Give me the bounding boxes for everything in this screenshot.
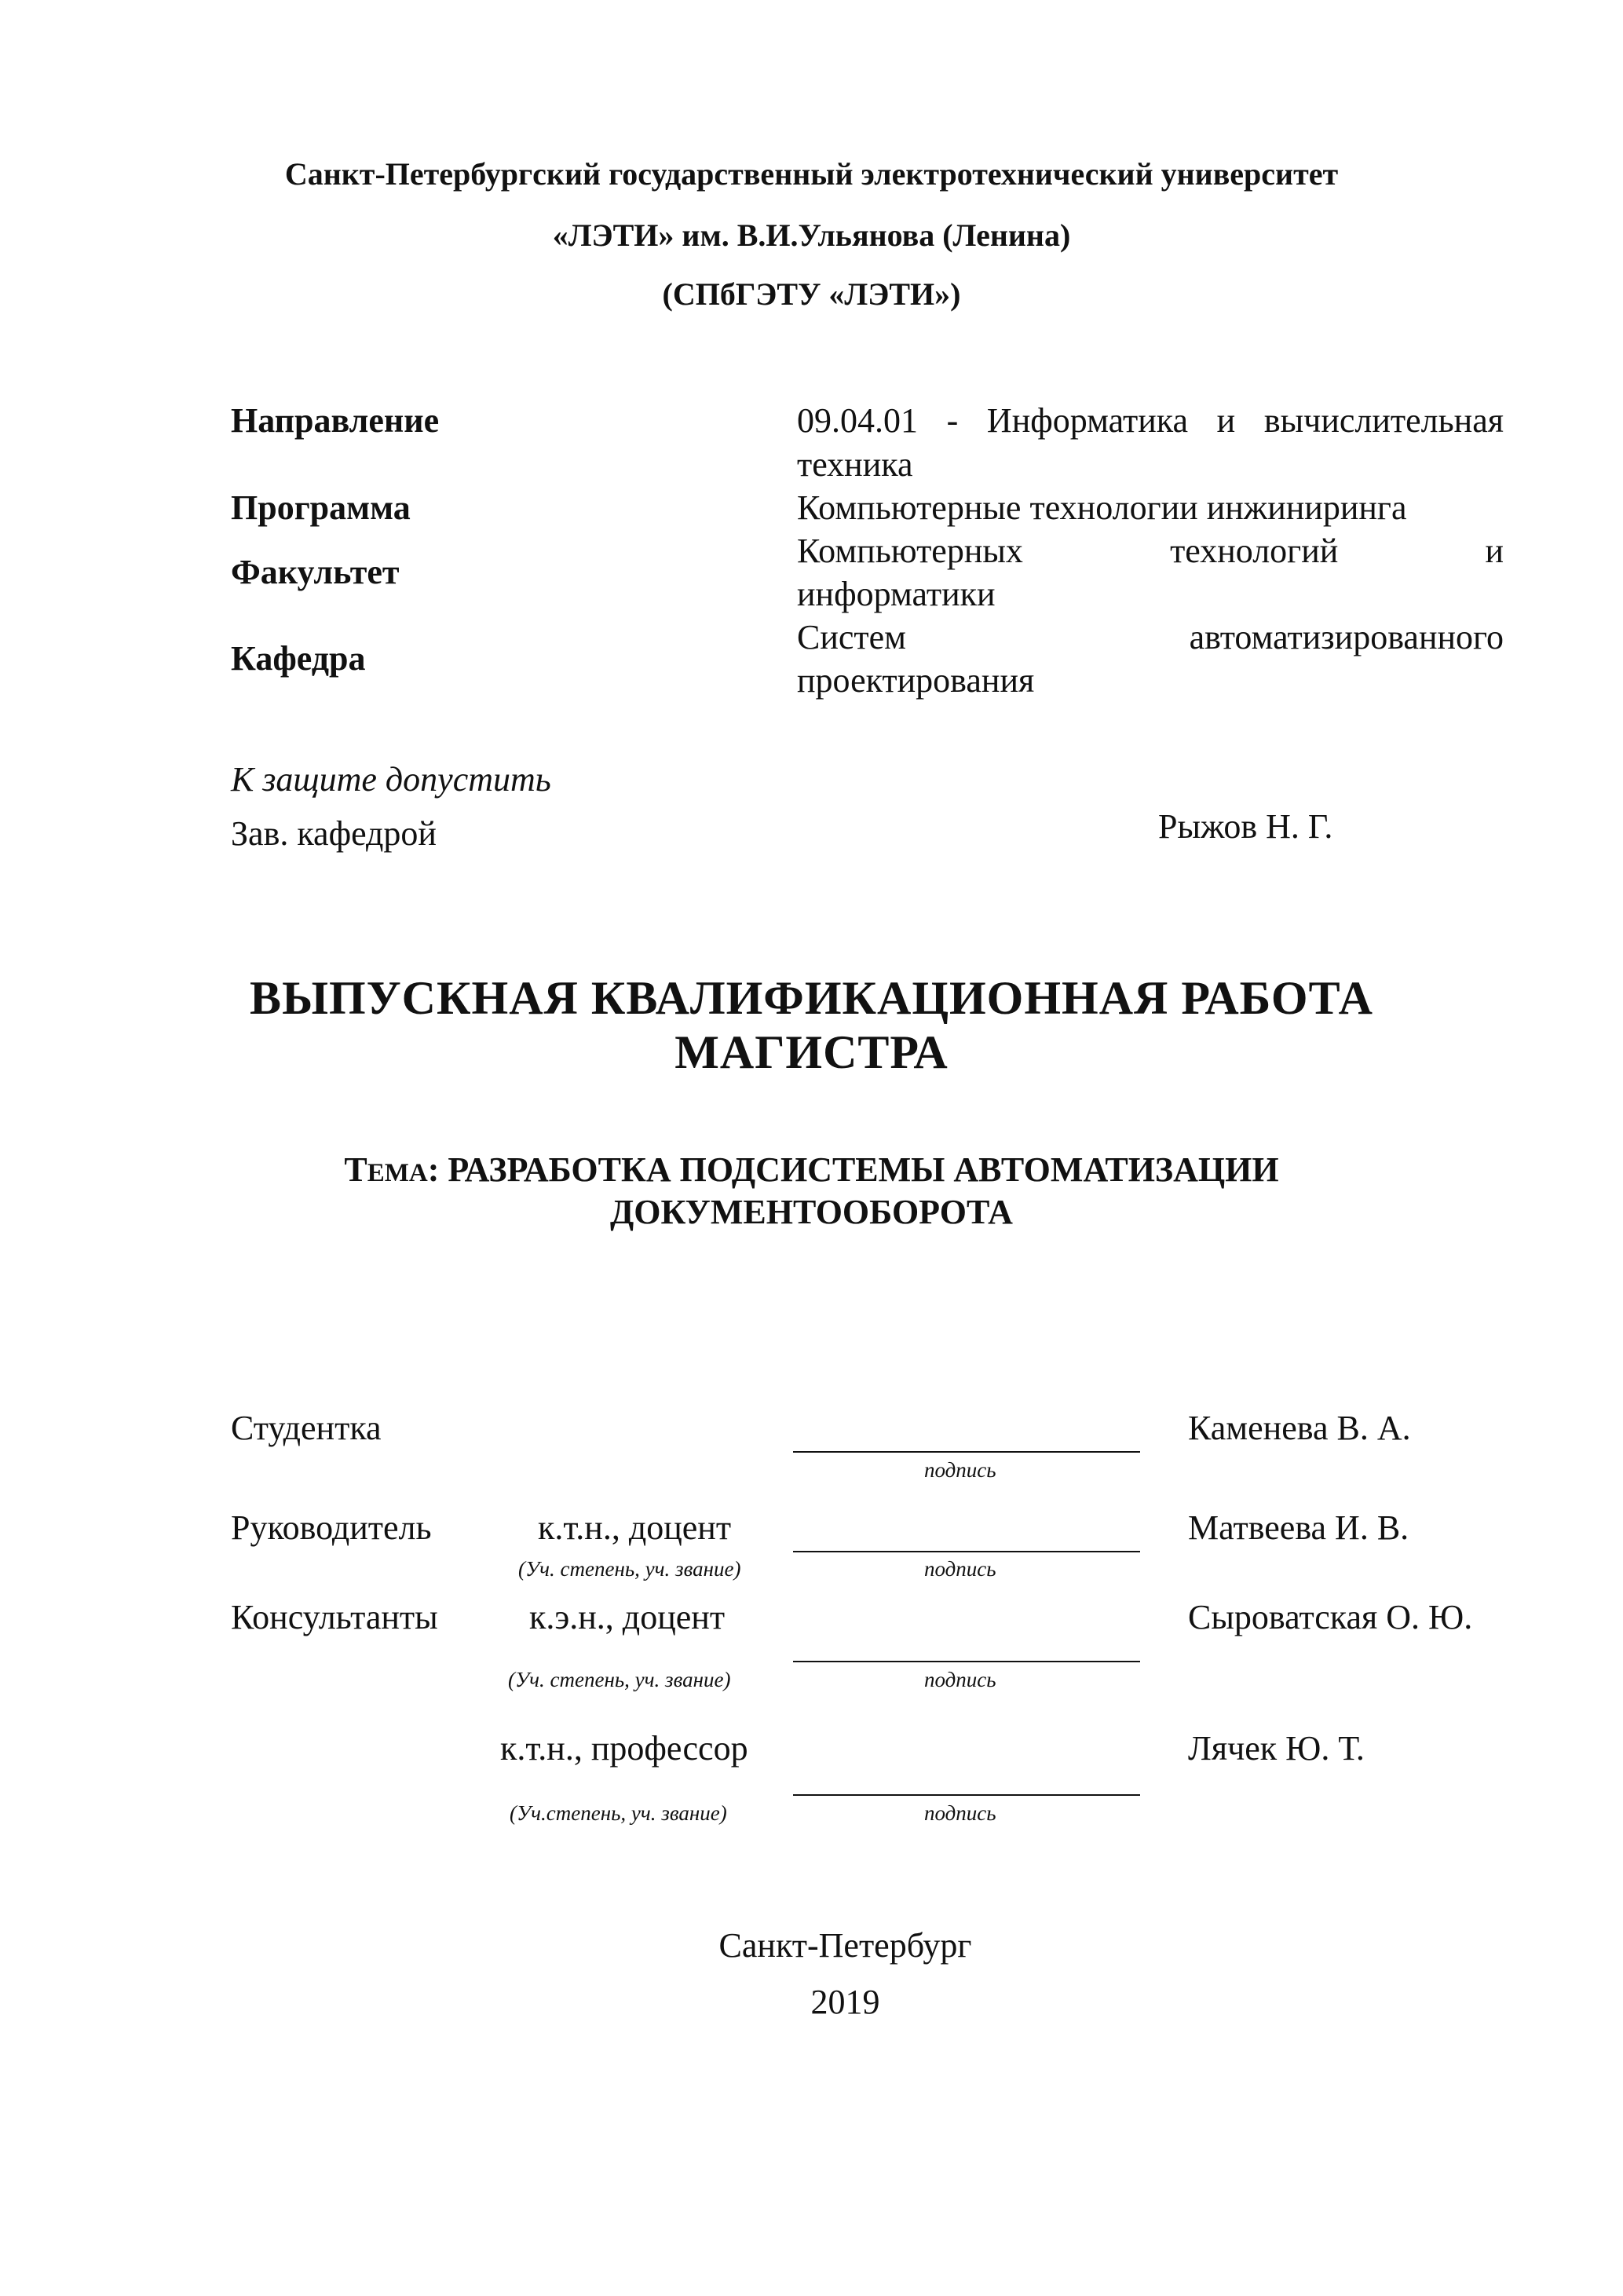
field-value-direction-cont: техника [797,445,913,484]
supervisor-name: Матвеева И. В. [1188,1508,1409,1547]
field-value-direction: 09.04.01 - Информатика и вычислительная [797,401,1504,440]
field-label-department: Кафедра [231,639,366,678]
theme-prefix-rest: ЕМА [367,1159,428,1187]
supervisor-degree-caption: (Уч. степень, уч. звание) [518,1557,741,1581]
field-value-faculty: Компьютерных технологий и [797,532,1504,570]
theme-prefix-initial: Т [344,1150,367,1189]
consultant1-degree-caption: (Уч. степень, уч. звание) [508,1668,731,1691]
university-abbrev: (СПбГЭТУ «ЛЭТИ») [662,276,961,312]
consultant1-degree: к.э.н., доцент [529,1598,726,1636]
field-value-program: Компьютерные технологии инжиниринга [797,488,1407,527]
student-signature-caption: подпись [924,1458,996,1482]
admission-text: К защите допустить [231,760,551,799]
supervisor-signature-line [793,1551,1140,1552]
city: Санкт-Петербург [718,1926,972,1965]
document-title-line2: МАГИСТРА [674,1026,949,1078]
year: 2019 [810,1983,880,2021]
consultant1-name: Сыроватская О. Ю. [1188,1598,1473,1636]
head-of-department-name: Рыжов Н. Г. [1158,807,1333,846]
field-value-department: Систем автоматизированного [797,618,1504,656]
university-name-line2: «ЛЭТИ» им. В.И.Ульянова (Ленина) [552,218,1071,253]
consultants-role: Консультанты [231,1598,438,1636]
thesis-theme [0,1150,1623,1190]
university-name: Санкт-Петербургский государственный электротехнический университет [284,156,1339,192]
consultant1-signature-line [793,1661,1140,1662]
student-role: Студентка [231,1409,382,1447]
consultant2-name: Лячек Ю. Т. [1188,1729,1365,1768]
field-label-faculty: Факультет [231,553,400,591]
theme-prefix-colon: : [427,1150,440,1189]
consultant2-degree-caption: (Уч.степень, уч. звание) [510,1801,727,1825]
field-label-program: Программа [231,488,411,527]
field-value-department-cont: проектирования [797,661,1035,700]
consultant2-signature-line [793,1794,1140,1796]
document-title: ВЫПУСКНАЯ КВАЛИФИКАЦИОННАЯ РАБОТА [250,972,1373,1024]
theme-title-line1: РАЗРАБОТКА ПОДСИСТЕМЫ АВТОМАТИЗАЦИИ [448,1150,1279,1189]
supervisor-role: Руководитель [231,1508,432,1547]
supervisor-degree: к.т.н., доцент [538,1508,732,1547]
head-of-department-role: Зав. кафедрой [231,814,437,853]
thesis-theme-line2: ДОКУМЕНТООБОРОТА [610,1193,1013,1231]
consultant2-signature-caption: подпись [924,1801,996,1825]
consultant2-degree: к.т.н., профессор [500,1729,748,1768]
consultant1-signature-caption: подпись [924,1668,996,1691]
field-value-faculty-cont: информатики [797,575,996,613]
field-label-direction: Направление [231,401,440,440]
student-name: Каменева В. А. [1188,1409,1411,1447]
supervisor-signature-caption: подпись [924,1557,996,1581]
student-signature-line [793,1451,1140,1453]
